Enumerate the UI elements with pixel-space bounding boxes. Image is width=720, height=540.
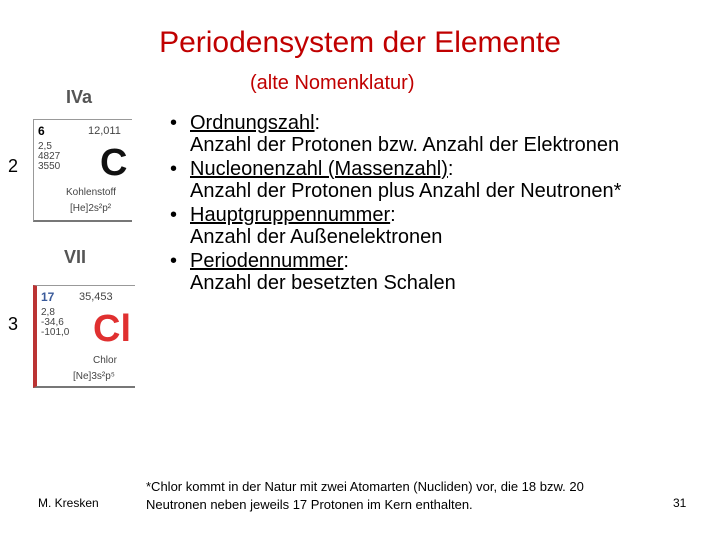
page-number: 31 <box>673 496 687 510</box>
definition-list <box>170 112 700 296</box>
element-symbol: C <box>100 142 128 184</box>
element-symbol: Cl <box>93 308 131 350</box>
period-label-3: 3 <box>8 314 19 334</box>
group-label-iva: IVa <box>66 87 93 107</box>
electron-config: [Ne]3s²p⁵ <box>73 371 115 382</box>
element-properties: 2,5 4827 3550 <box>38 141 61 172</box>
slide-title: Periodensystem der Elemente <box>159 26 561 59</box>
element-name: Kohlenstoff <box>66 187 116 198</box>
term: Ordnungszahl <box>190 112 315 134</box>
bullet-dot: • <box>170 112 178 134</box>
element-card-carbon <box>33 119 132 222</box>
description: Anzahl der besetzten Schalen <box>190 272 456 294</box>
element-name: Chlor <box>93 355 117 366</box>
period-label-2: 2 <box>8 156 19 176</box>
atomic-mass: 12,011 <box>88 125 121 137</box>
bullet-hauptgruppennummer: • Hauptgruppennummer: Anzahl der Außenelektronen <box>170 204 700 248</box>
term: Hauptgruppennummer <box>190 204 391 226</box>
electron-config: [He]2s²p² <box>70 203 112 214</box>
author: M. Kresken <box>38 496 99 510</box>
atomic-number: 17 <box>41 290 55 304</box>
element-card-chlorine <box>33 285 135 388</box>
bullet-nucleonenzahl: • Nucleonenzahl (Massenzahl): Anzahl der Protonen plus Anzahl der Neutronen* <box>170 158 700 202</box>
bullet-periodennummer: • Periodennummer: Anzahl der besetzten Schalen <box>170 250 700 294</box>
element-properties: 2,8 -34,6 -101,0 <box>41 307 70 338</box>
group-label-vii: VII <box>64 247 87 267</box>
bullet-ordnungszahl: • Ordnungszahl: Anzahl der Protonen bzw. Anzahl der Elektronen <box>170 112 700 156</box>
bullet-dot: • <box>170 204 178 226</box>
bullet-dot: • <box>170 250 178 272</box>
footnote: *Chlor kommt in der Natur mit zwei Atomarten (Nucliden) vor, die 18 bzw. 20 Neutronen neben jeweils 17 Protonen im Kern enthalten. <box>146 479 584 512</box>
slide-subtitle: (alte Nomenklatur) <box>250 72 415 94</box>
description: Anzahl der Außenelektronen <box>190 226 443 248</box>
description: Anzahl der Protonen bzw. Anzahl der Elektronen <box>190 134 620 156</box>
bullet-dot: • <box>170 158 178 180</box>
term: Periodennummer <box>190 250 344 272</box>
atomic-mass: 35,453 <box>79 291 113 303</box>
description: Anzahl der Protonen plus Anzahl der Neutronen* <box>190 180 622 202</box>
term: Nucleonenzahl (Massenzahl) <box>190 158 448 180</box>
atomic-number: 6 <box>38 124 45 138</box>
